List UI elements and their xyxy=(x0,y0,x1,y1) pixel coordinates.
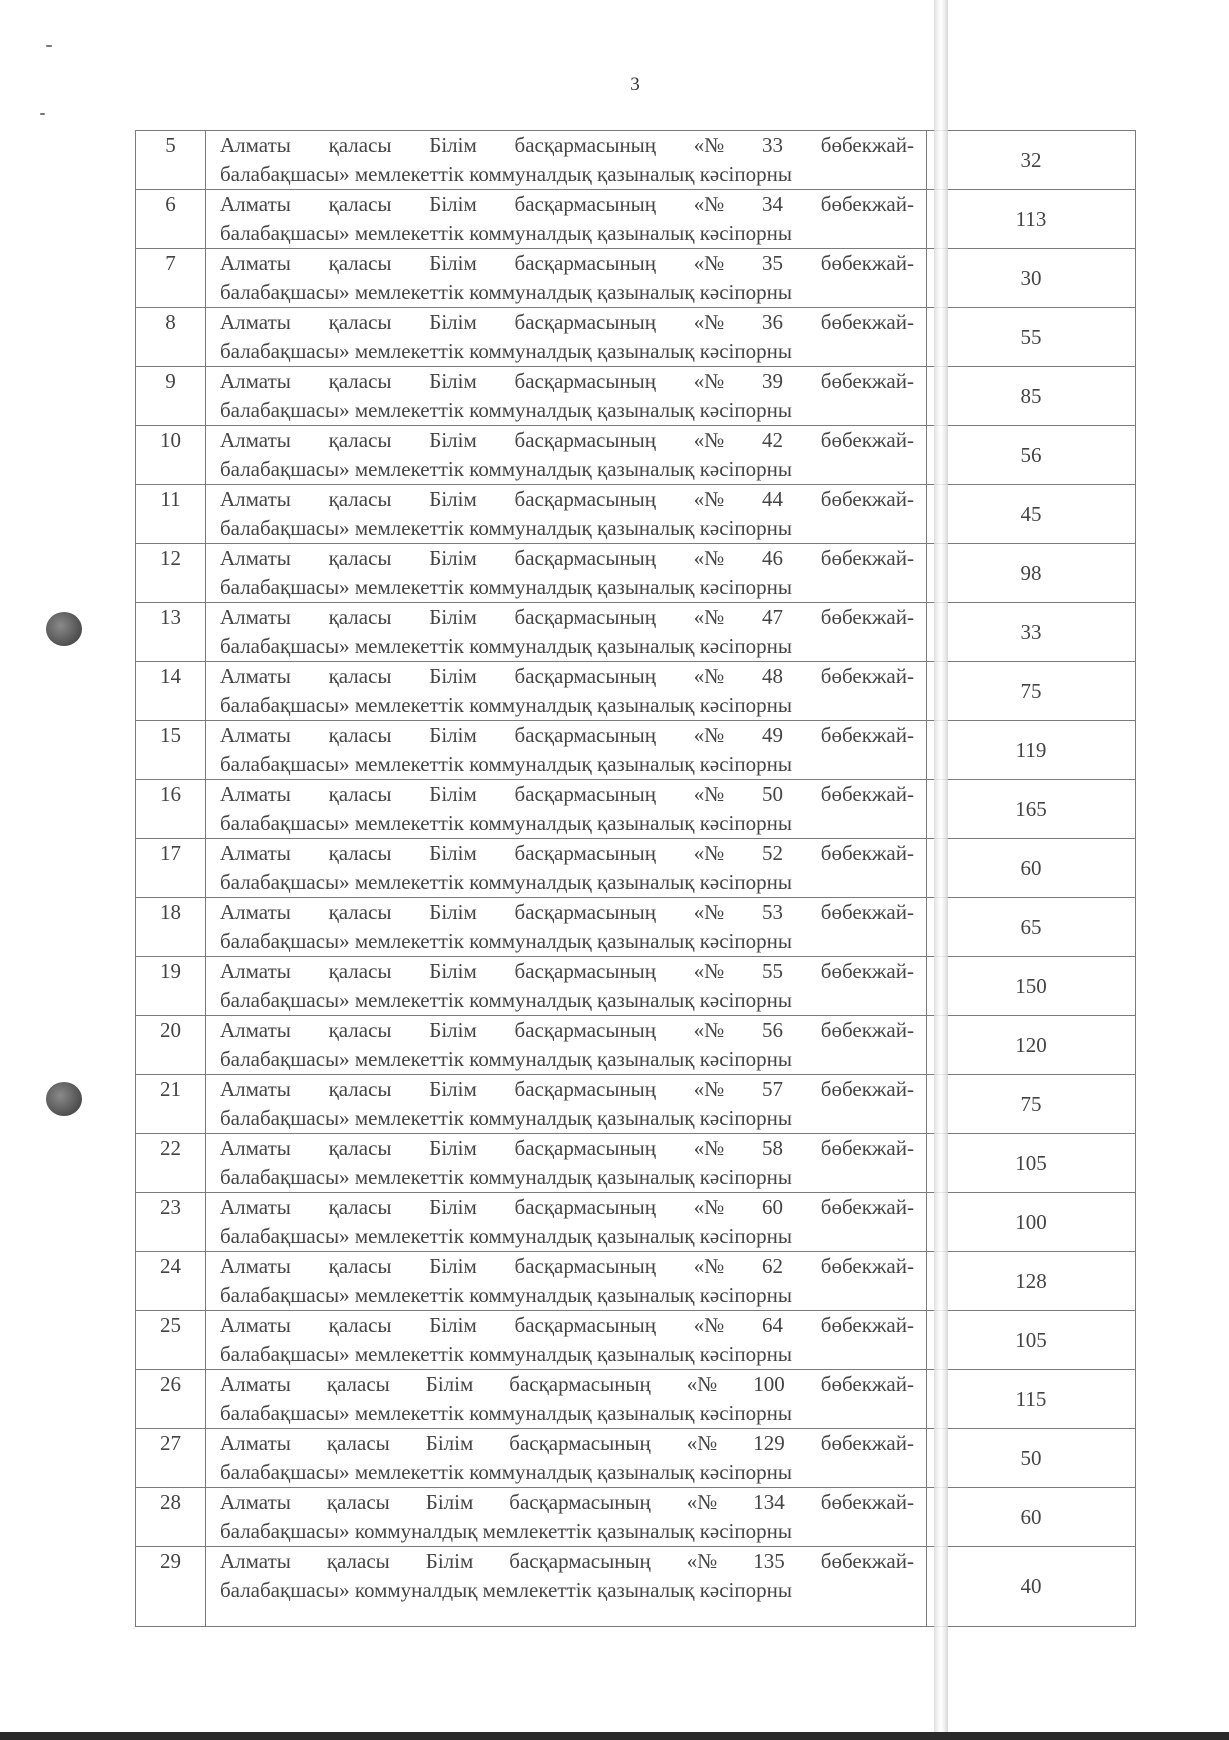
row-number: 14 xyxy=(136,662,206,721)
table-row xyxy=(136,721,1136,780)
child-count: 105 xyxy=(927,1311,1136,1370)
child-count: 100 xyxy=(927,1193,1136,1252)
organization-name-line-1: Алматы қаласы Білім басқармасының «№ 36 бөбекжай- xyxy=(220,310,914,334)
organization-name xyxy=(206,485,927,544)
page-number: 3 xyxy=(630,74,640,95)
organization-name-line-1: Алматы қаласы Білім басқармасының «№ 44 бөбекжай- xyxy=(220,487,914,511)
row-number: 7 xyxy=(136,249,206,308)
organization-name xyxy=(206,1370,927,1429)
table-row xyxy=(136,839,1136,898)
organization-name xyxy=(206,1488,927,1547)
organization-name xyxy=(206,957,927,1016)
table-row xyxy=(136,544,1136,603)
row-number: 24 xyxy=(136,1252,206,1311)
organization-name-line-1: Алматы қаласы Білім басқармасының «№ 33 бөбекжай- xyxy=(220,133,914,157)
table-row xyxy=(136,1016,1136,1075)
organization-name-line-2: балабақшасы» мемлекеттік коммуналдық қазыналық кәсіпорны xyxy=(220,280,792,304)
child-count: 33 xyxy=(927,603,1136,662)
child-count: 119 xyxy=(927,721,1136,780)
child-count: 45 xyxy=(927,485,1136,544)
organization-name-line-2: балабақшасы» мемлекеттік коммуналдық қазыналық кәсіпорны xyxy=(220,1106,792,1130)
organization-name-line-1: Алматы қаласы Білім басқармасының «№ 53 бөбекжай- xyxy=(220,900,914,924)
organization-name xyxy=(206,249,927,308)
organization-name-line-1: Алматы қаласы Білім басқармасының «№ 129 бөбекжай- xyxy=(220,1431,914,1455)
organization-name-line-1: Алматы қаласы Білім басқармасының «№ 34 бөбекжай- xyxy=(220,192,914,216)
table-row xyxy=(136,1193,1136,1252)
organization-name-line-1: Алматы қаласы Білім басқармасының «№ 42 бөбекжай- xyxy=(220,428,914,452)
organization-name xyxy=(206,603,927,662)
row-number: 20 xyxy=(136,1016,206,1075)
organization-name-line-2: балабақшасы» мемлекеттік коммуналдық қазыналық кәсіпорны xyxy=(220,752,792,776)
child-count: 75 xyxy=(927,662,1136,721)
organization-name-line-1: Алматы қаласы Білім басқармасының «№ 62 бөбекжай- xyxy=(220,1254,914,1278)
row-number: 9 xyxy=(136,367,206,426)
table-row xyxy=(136,1547,1136,1627)
organization-name-line-1: Алматы қаласы Білім басқармасының «№ 35 бөбекжай- xyxy=(220,251,914,275)
table-row xyxy=(136,190,1136,249)
organization-name xyxy=(206,898,927,957)
organization-name-line-2: балабақшасы» мемлекеттік коммуналдық қазыналық кәсіпорны xyxy=(220,988,792,1012)
scan-bottom-edge xyxy=(0,1732,1229,1740)
organization-name xyxy=(206,1311,927,1370)
organization-name-line-1: Алматы қаласы Білім басқармасының «№ 52 бөбекжай- xyxy=(220,841,914,865)
organization-name xyxy=(206,839,927,898)
organization-name-line-2: балабақшасы» мемлекеттік коммуналдық қазыналық кәсіпорны xyxy=(220,811,792,835)
punch-hole xyxy=(46,1082,82,1116)
organization-name-line-2: балабақшасы» мемлекеттік коммуналдық қазыналық кәсіпорны xyxy=(220,929,792,953)
organization-name-line-1: Алматы қаласы Білім басқармасының «№ 48 бөбекжай- xyxy=(220,664,914,688)
row-number: 5 xyxy=(136,131,206,190)
table-row xyxy=(136,662,1136,721)
organization-name-line-2: балабақшасы» мемлекеттік коммуналдық қазыналық кәсіпорны xyxy=(220,870,792,894)
row-number: 16 xyxy=(136,780,206,839)
child-count: 115 xyxy=(927,1370,1136,1429)
organization-name-line-1: Алматы қаласы Білім басқармасының «№ 134 бөбекжай- xyxy=(220,1490,914,1514)
organization-name xyxy=(206,1252,927,1311)
row-number: 23 xyxy=(136,1193,206,1252)
organization-name-line-2: балабақшасы» коммуналдық мемлекеттік қазыналық кәсіпорны xyxy=(220,1519,792,1543)
child-count: 165 xyxy=(927,780,1136,839)
row-number: 12 xyxy=(136,544,206,603)
organization-name-line-2: балабақшасы» мемлекеттік коммуналдық қазыналық кәсіпорны xyxy=(220,1224,792,1248)
table-row xyxy=(136,131,1136,190)
child-count: 98 xyxy=(927,544,1136,603)
child-count: 30 xyxy=(927,249,1136,308)
kindergarten-table xyxy=(135,130,1136,1627)
row-number: 22 xyxy=(136,1134,206,1193)
row-number: 27 xyxy=(136,1429,206,1488)
organization-name-line-1: Алматы қаласы Білім басқармасының «№ 56 бөбекжай- xyxy=(220,1018,914,1042)
punch-hole xyxy=(46,612,82,646)
organization-name-line-1: Алматы қаласы Білім басқармасының «№ 55 бөбекжай- xyxy=(220,959,914,983)
row-number: 13 xyxy=(136,603,206,662)
organization-name xyxy=(206,662,927,721)
child-count: 60 xyxy=(927,839,1136,898)
child-count: 65 xyxy=(927,898,1136,957)
row-number: 25 xyxy=(136,1311,206,1370)
organization-name xyxy=(206,131,927,190)
organization-name-line-1: Алматы қаласы Білім басқармасының «№ 46 бөбекжай- xyxy=(220,546,914,570)
child-count: 150 xyxy=(927,957,1136,1016)
child-count: 40 xyxy=(927,1547,1136,1627)
row-number: 29 xyxy=(136,1547,206,1627)
organization-name-line-2: балабақшасы» мемлекеттік коммуналдық қазыналық кәсіпорны xyxy=(220,516,792,540)
row-number: 17 xyxy=(136,839,206,898)
row-number: 6 xyxy=(136,190,206,249)
organization-name-line-2: балабақшасы» мемлекеттік коммуналдық қазыналық кәсіпорны xyxy=(220,575,792,599)
organization-name-line-2: балабақшасы» мемлекеттік коммуналдық қазыналық кәсіпорны xyxy=(220,1401,792,1425)
child-count: 55 xyxy=(927,308,1136,367)
table-row xyxy=(136,780,1136,839)
organization-name xyxy=(206,1134,927,1193)
organization-name-line-2: балабақшасы» мемлекеттік коммуналдық қазыналық кәсіпорны xyxy=(220,339,792,363)
organization-name-line-1: Алматы қаласы Білім басқармасының «№ 100 бөбекжай- xyxy=(220,1372,914,1396)
row-number: 18 xyxy=(136,898,206,957)
child-count: 32 xyxy=(927,131,1136,190)
organization-name xyxy=(206,780,927,839)
table-row xyxy=(136,957,1136,1016)
organization-name xyxy=(206,308,927,367)
organization-name-line-2: балабақшасы» мемлекеттік коммуналдық қазыналық кәсіпорны xyxy=(220,162,792,186)
organization-name xyxy=(206,544,927,603)
organization-name-line-2: балабақшасы» мемлекеттік коммуналдық қазыналық кәсіпорны xyxy=(220,634,792,658)
table-row xyxy=(136,1252,1136,1311)
row-number: 21 xyxy=(136,1075,206,1134)
scan-speck xyxy=(40,113,45,115)
row-number: 10 xyxy=(136,426,206,485)
child-count: 120 xyxy=(927,1016,1136,1075)
row-number: 28 xyxy=(136,1488,206,1547)
table-row xyxy=(136,485,1136,544)
organization-name-line-2: балабақшасы» мемлекеттік коммуналдық қазыналық кәсіпорны xyxy=(220,457,792,481)
row-number: 15 xyxy=(136,721,206,780)
table-row xyxy=(136,603,1136,662)
table-row xyxy=(136,367,1136,426)
organization-name xyxy=(206,1075,927,1134)
table-row xyxy=(136,898,1136,957)
organization-name-line-2: балабақшасы» мемлекеттік коммуналдық қазыналық кәсіпорны xyxy=(220,693,792,717)
table-body xyxy=(136,131,1136,1627)
organization-name-line-1: Алматы қаласы Білім басқармасының «№ 57 бөбекжай- xyxy=(220,1077,914,1101)
organization-name-line-1: Алматы қаласы Білім басқармасының «№ 47 бөбекжай- xyxy=(220,605,914,629)
table-row xyxy=(136,1429,1136,1488)
scan-speck xyxy=(46,45,52,47)
organization-name xyxy=(206,1193,927,1252)
organization-name-line-2: балабақшасы» мемлекеттік коммуналдық қазыналық кәсіпорны xyxy=(220,1460,792,1484)
child-count: 56 xyxy=(927,426,1136,485)
table-row xyxy=(136,1311,1136,1370)
child-count: 75 xyxy=(927,1075,1136,1134)
organization-name-line-1: Алматы қаласы Білім басқармасының «№ 60 бөбекжай- xyxy=(220,1195,914,1219)
organization-name-line-1: Алматы қаласы Білім басқармасының «№ 50 бөбекжай- xyxy=(220,782,914,806)
organization-name-line-2: балабақшасы» мемлекеттік коммуналдық қазыналық кәсіпорны xyxy=(220,221,792,245)
organization-name xyxy=(206,190,927,249)
table-row xyxy=(136,1134,1136,1193)
row-number: 11 xyxy=(136,485,206,544)
organization-name-line-1: Алматы қаласы Білім басқармасының «№ 135 бөбекжай- xyxy=(220,1549,914,1573)
organization-name xyxy=(206,1547,927,1627)
organization-name-line-2: балабақшасы» мемлекеттік коммуналдық қазыналық кәсіпорны xyxy=(220,398,792,422)
organization-name-line-2: балабақшасы» мемлекеттік коммуналдық қазыналық кәсіпорны xyxy=(220,1283,792,1307)
organization-name-line-1: Алматы қаласы Білім басқармасының «№ 64 бөбекжай- xyxy=(220,1313,914,1337)
organization-name xyxy=(206,367,927,426)
organization-name-line-2: балабақшасы» мемлекеттік коммуналдық қазыналық кәсіпорны xyxy=(220,1047,792,1071)
child-count: 128 xyxy=(927,1252,1136,1311)
table-row xyxy=(136,426,1136,485)
organization-name xyxy=(206,426,927,485)
row-number: 19 xyxy=(136,957,206,1016)
binder-strip xyxy=(934,0,948,1740)
child-count: 85 xyxy=(927,367,1136,426)
table-row xyxy=(136,308,1136,367)
row-number: 8 xyxy=(136,308,206,367)
organization-name xyxy=(206,1429,927,1488)
organization-name-line-1: Алматы қаласы Білім басқармасының «№ 58 бөбекжай- xyxy=(220,1136,914,1160)
row-number: 26 xyxy=(136,1370,206,1429)
organization-name-line-1: Алматы қаласы Білім басқармасының «№ 49 бөбекжай- xyxy=(220,723,914,747)
table-row xyxy=(136,1370,1136,1429)
organization-name-line-2: балабақшасы» мемлекеттік коммуналдық қазыналық кәсіпорны xyxy=(220,1342,792,1366)
organization-name-line-1: Алматы қаласы Білім басқармасының «№ 39 бөбекжай- xyxy=(220,369,914,393)
child-count: 105 xyxy=(927,1134,1136,1193)
table-row xyxy=(136,1488,1136,1547)
child-count: 50 xyxy=(927,1429,1136,1488)
organization-name xyxy=(206,721,927,780)
organization-name-line-2: балабақшасы» мемлекеттік коммуналдық қазыналық кәсіпорны xyxy=(220,1165,792,1189)
organization-name xyxy=(206,1016,927,1075)
child-count: 60 xyxy=(927,1488,1136,1547)
table-row xyxy=(136,249,1136,308)
organization-name-line-2: балабақшасы» коммуналдық мемлекеттік қазыналық кәсіпорны xyxy=(220,1578,792,1602)
child-count: 113 xyxy=(927,190,1136,249)
table-row xyxy=(136,1075,1136,1134)
